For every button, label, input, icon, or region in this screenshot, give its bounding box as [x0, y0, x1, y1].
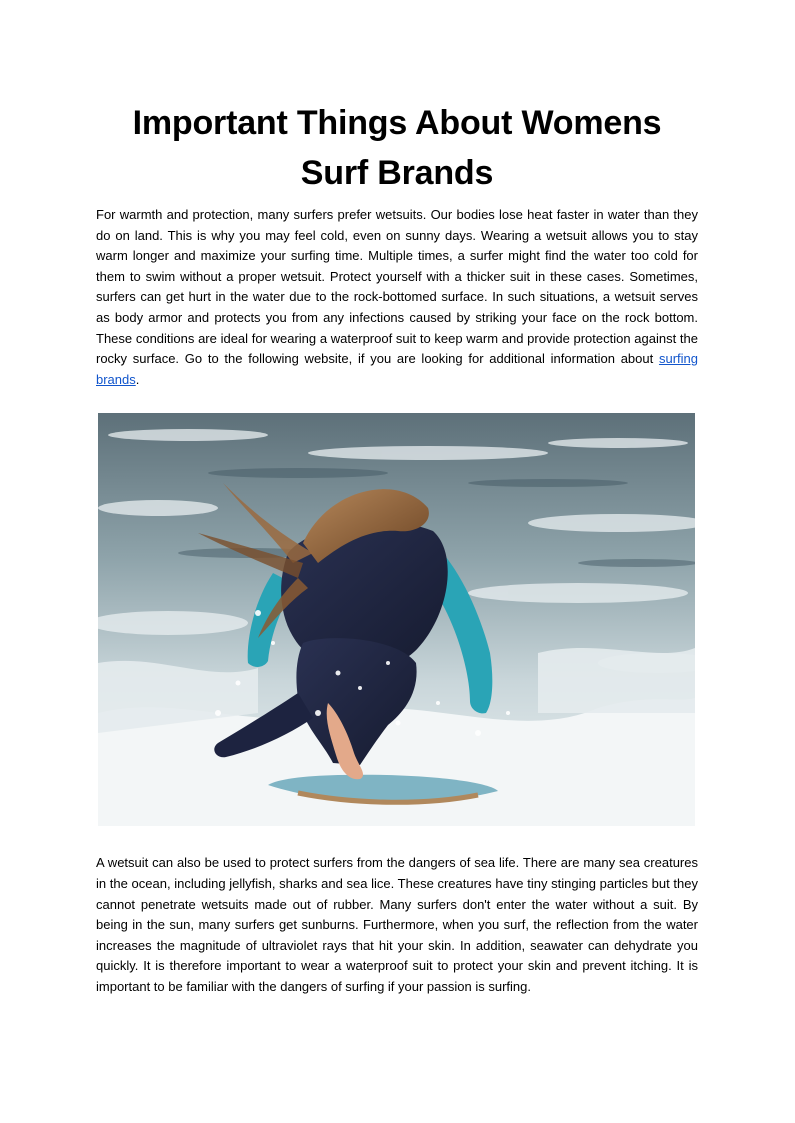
page-title: Important Things About Womens Surf Brands: [132, 104, 662, 192]
surfing-brands-link[interactable]: surfing brands: [96, 351, 698, 387]
intro-paragraph-end: .: [135, 371, 140, 387]
document-page: [96, 98, 698, 998]
intro-paragraph-text: For warmth and protection, many surfers prefer wetsuits. Our bodies lose heat faster in water than they do on land. This is why you may feel cold, even on sunny days. Wearing a wetsuit allows you to stay warm longer and maximize your surfing time. Multiple times, a surfer might find the water too cold for them to swim without a proper wetsuit. Protect yourself with a thicker suit in these cases. Sometimes, surfers can get hurt in the water due to the rock-bottomed surface. In such situations, a wetsuit serves as body armor and protects you from any infections caused by striking your face on the rock bottom. These conditions are ideal for wearing a waterproof suit to keep warm and provide protection against the rocky surface. Go to the following website, if you are looking for additional information about: [96, 207, 698, 367]
body-paragraph: A wetsuit can also be used to protect surfers from the dangers of sea life. There are many sea creatures in the ocean, including jellyfish, sharks and sea lice. These creatures have tiny stinging particles but they cannot penetrate wetsuits made out of rubber. Many surfers don't enter the water without a suit. By being in the sun, many surfers get sunburns. Furthermore, when you surf, the reflection from the water increases the magnitude of ultraviolet rays that hit your skin. In addition, seawater can dehydrate you quickly. It is therefore important to wear a waterproof suit to protect your skin and prevent itching. It is important to be familiar with the dangers of surfing if your passion is surfing.: [96, 855, 698, 994]
surfer-photo: [98, 413, 695, 826]
intro-paragraph: [96, 205, 698, 390]
